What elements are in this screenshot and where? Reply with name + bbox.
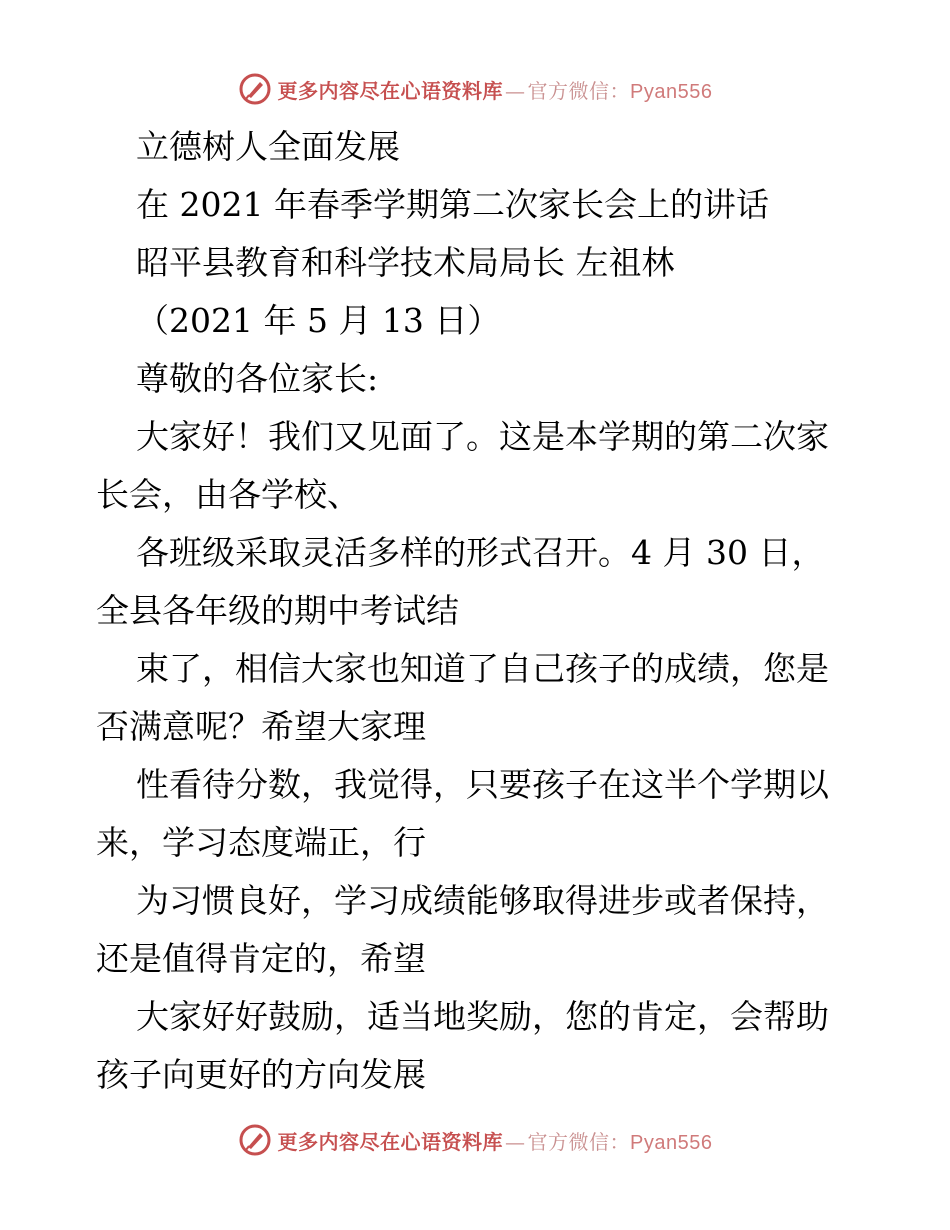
watermark-text xyxy=(278,75,713,104)
watermark-wechat-account: Pyan556 xyxy=(630,1131,713,1154)
footer-watermark-banner xyxy=(0,1118,950,1162)
watermark-wechat-account: Pyan556 xyxy=(630,80,713,103)
body-text-line: 来，学习态度端正，行 xyxy=(96,823,426,862)
header-watermark-banner xyxy=(0,67,950,111)
watermark-dash: — xyxy=(505,78,526,103)
document-salutation: 尊敬的各位家长: xyxy=(136,359,379,398)
body-text-line: 束了，相信大家也知道了自己孩子的成绩，您是 xyxy=(136,649,829,688)
document-body xyxy=(96,118,866,1104)
body-text-line: 孩子向更好的方向发展 xyxy=(96,1055,426,1094)
watermark-text xyxy=(278,1126,713,1155)
body-text-line: 各班级采取灵活多样的形式召开。4 月 30 日， xyxy=(136,533,825,572)
document-date: （2021 年 5 月 13 日） xyxy=(136,301,501,340)
document-title: 立德树人全面发展 xyxy=(136,127,400,166)
body-text-line: 为习惯良好，学习成绩能够取得进步或者保持， xyxy=(136,881,829,920)
watermark-site-name: 更多内容尽在心语资料库 xyxy=(277,78,504,103)
body-text-line: 性看待分数，我觉得，只要孩子在这半个学期以 xyxy=(136,765,829,804)
quill-logo-icon xyxy=(238,72,272,106)
document-author: 昭平县教育和科学技术局局长 左祖林 xyxy=(136,243,675,282)
body-text-line: 大家好！我们又见面了。这是本学期的第二次家 xyxy=(136,417,829,456)
body-text-line: 还是值得肯定的，希望 xyxy=(96,939,426,978)
watermark-site-name: 更多内容尽在心语资料库 xyxy=(277,1129,504,1154)
watermark-dash: — xyxy=(505,1129,526,1154)
body-text-line: 全县各年级的期中考试结 xyxy=(96,591,459,630)
watermark-wechat-label: 官方微信： xyxy=(527,78,631,103)
body-text-line: 长会，由各学校、 xyxy=(96,475,360,514)
body-text-line: 否满意呢？希望大家理 xyxy=(96,707,426,746)
document-subtitle: 在 2021 年春季学期第二次家长会上的讲话 xyxy=(136,185,769,224)
watermark-wechat-label: 官方微信： xyxy=(527,1129,631,1154)
body-text-line: 大家好好鼓励，适当地奖励，您的肯定，会帮助 xyxy=(136,997,829,1036)
quill-logo-icon xyxy=(238,1123,272,1157)
